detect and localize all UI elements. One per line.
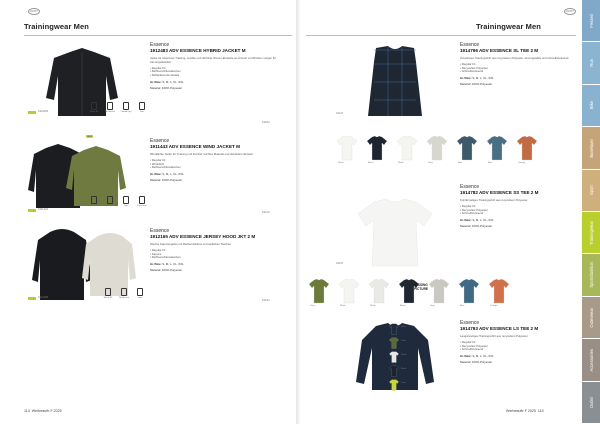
swatch-tee-icon [388,365,400,377]
color-swatch [516,135,542,167]
swatch-label: Blue [460,305,465,307]
product-info-1 [150,42,290,90]
color-chip [28,111,36,114]
tab-outlet[interactable] [582,382,600,423]
sizes-label: Gr./Size: [460,218,472,223]
wash-icon [88,102,100,113]
feature-item: • Recyceltes Polyester [460,209,578,213]
tab-label: Bike [588,101,594,110]
color-chip [28,297,36,300]
color-swatch [456,135,482,167]
product-desc: Jacke für intensives Training. Leichte und dehnbar Woven-Einsätze an Ärmeln und Rücken sorgen für Atmungsaktivität. [150,56,277,64]
new-badge: NEW [86,136,93,138]
swatch-label: Grey [430,305,435,307]
feature-item: • Recyceltes Polyester [460,67,578,71]
swatch-label: Black [368,162,374,164]
material: Material: 100% Polyester [460,82,493,87]
feature-list [460,205,578,216]
care-icons [88,196,148,207]
color-swatch [488,278,514,310]
feature-item: • Schnelltrocknend [460,212,578,216]
image-label: 19147 [336,262,344,265]
color-swatch [308,278,334,310]
no-bleach-icon-shape [121,288,127,296]
iron-icon-shape [139,102,145,110]
no-bleach-icon [104,102,116,113]
tab-sport[interactable] [582,170,600,211]
wash-icon-shape [105,288,111,296]
feature-list [150,249,290,260]
tab-sportsfashion[interactable] [582,254,600,295]
product-number: 19912 [262,120,270,124]
product-info-4 [460,42,578,87]
swatch-tee-icon [516,135,538,161]
sizes-label: Gr./Size: [150,172,162,177]
feature-item: • Regular Fit [150,159,290,163]
brand-badge: CRAFT [565,10,575,13]
feature-item: • Regular Fit [460,205,578,209]
product-number: 19121 [262,298,270,302]
sizes-label: Gr./Size: [460,76,472,81]
swatch-tee-icon [398,278,420,304]
footer-text: Werbeauftr F 2025 [31,409,62,413]
swatch-label: Blue [458,162,463,164]
tab-freizeit[interactable] [582,0,600,41]
tab-label: Trainingwear [588,220,594,245]
care-icons [102,288,146,299]
sizes [460,76,578,80]
iron-icon [134,288,146,299]
sizes-label: Gr./Size: [150,79,162,84]
material: Material: 100% Polyester [150,178,183,183]
swatch-tee-icon [388,379,400,391]
feature-list [460,63,578,74]
product-model: 1912483 ADV ESSENCE HYBRID JACKET M [150,48,246,53]
tab-baselayer[interactable] [582,127,600,168]
swatch-tee-icon [396,135,418,161]
sizes [150,262,290,266]
swatch-tee-icon [366,135,388,161]
swatch-label: Black [401,368,407,370]
tab-bike[interactable] [582,85,600,126]
no-bleach-icon [118,288,130,299]
color-swatches-sl-tee [336,135,542,167]
page-title: Trainingwear Men [476,22,541,31]
tumble-dry-icon-shape [123,102,129,110]
feature-item: • Winddicht [150,163,290,167]
sizes [460,354,578,358]
feature-list [150,159,290,170]
tab-label: Outlet [588,396,594,408]
divider [24,35,292,36]
wash-icon-shape [91,102,97,110]
swatch-label: White [401,354,407,356]
swatch-tee-icon [388,323,400,335]
care-label: No bleach [105,111,115,113]
swatch-tee-icon [388,351,400,363]
image-label: 19147 [336,112,344,115]
sizes-value: S, M, L, XL, XXL [162,262,184,267]
divider [306,35,576,36]
feature-item: • Reflektierende Details [150,74,290,78]
product-info-6 [460,320,578,365]
footer-text: Werbeauftr F 2025 [506,409,536,413]
sizes-label: Gr./Size: [150,262,162,267]
product-info-3 [150,228,290,273]
color-swatch [336,135,362,167]
swatch-label: Olive [310,305,315,307]
tee-image [336,196,454,270]
material: Material: 100% Polyester [460,360,493,365]
feature-item: • Regular Fit [460,341,578,345]
feature-item: • Regular Fit [150,249,290,253]
color-chip [28,209,36,212]
color-swatch [366,135,392,167]
product-brand: Essence [150,138,170,144]
tab-outerwear[interactable] [582,297,600,338]
page-number: 115 [537,409,544,413]
swatch-tee-icon [426,135,448,161]
feature-item: • Reißverschlusstaschen [150,256,290,260]
swatch-tee-icon [428,278,450,304]
swatch-tee-icon [458,278,480,304]
color-swatch [368,278,394,310]
swatch-tee-icon [456,135,478,161]
brand-badge: CRAFT [29,10,39,13]
missing-picture-label: MISSING PICTURE [414,283,428,291]
swatch-label: Olive [401,340,406,342]
color-swatch [396,135,422,167]
feature-list [460,341,578,352]
product-model: 1914796 ADV ESSENCE SL TEE 2 M [460,48,539,53]
sizes-value: S, M, L, XL, XXL [472,354,494,359]
tab-label: Sportsfashion [588,262,594,288]
product-desc: Ärmelloses Trainingsshirt aus recyceltem Polyester, atmungsaktiv und schnelltrocknend. [460,56,570,60]
sizes-value: S, M, L, XL, XXL [472,76,494,81]
product-info-5 [460,184,578,229]
swatch-label: White [398,162,404,164]
feature-item: • Regular Fit [150,67,290,71]
tab-trainingwear[interactable] [582,212,600,253]
dry-clean-icon [136,196,148,207]
care-label: No bleach [105,205,115,207]
swatch-label: Lime [401,382,406,384]
color-swatch [426,135,452,167]
color-swatch [486,135,512,167]
care-icons [88,102,148,113]
care-label: Wash 40 [89,205,99,207]
product-model: 1912165 ADV ESSENCE JERSEY HOOD JKT 2 M [150,234,256,239]
feature-list [150,67,290,78]
tumble-dry-icon [120,102,132,113]
tee-image [336,42,454,120]
color-swatch [388,378,410,390]
tab-label: Outerwear [588,307,594,328]
tab-label: Run [588,59,594,67]
swatch-label: Orange [490,305,498,307]
dry-clean-icon-shape [139,196,145,204]
image-label: 1912483 [38,110,49,113]
product-brand: Essence [150,42,170,48]
product-brand: Essence [150,228,170,234]
footer-right [506,409,544,413]
swatch-label: White [340,305,346,307]
swatch-tee-icon [338,278,360,304]
color-swatch [338,278,364,310]
care-label: No bleach [119,297,129,299]
care-label: Tumble dry [120,111,132,113]
color-swatch [388,322,410,334]
swatch-tee-icon [388,337,400,349]
feature-item: • Schnelltrocknend [460,348,578,352]
swatch-tee-icon [486,135,508,161]
product-model: 1914793 ADV ESSENCE LS TEE 2 M [460,326,539,331]
swatch-label: White [338,162,344,164]
tab-accessories[interactable] [582,339,600,380]
no-bleach-icon-shape [107,102,113,110]
color-swatch [388,336,410,348]
iron-icon [136,102,148,113]
product-desc: Winddichte Jacke für Training und Freizeit, leichtes Material und dehnbarer Einsatz. [150,152,254,156]
swatch-tee-icon [368,278,390,304]
iron-icon-shape [137,288,143,296]
product-image-ss-tee [336,196,454,270]
swatch-tee-icon [336,135,358,161]
tab-label: Baselayer [588,138,594,158]
page-number: 114 [24,409,30,413]
sizes-value: S, M, L, XL, XXL [472,218,494,223]
feature-item: • Recyceltes Polyester [460,345,578,349]
sizes-value: S, M, L, XL, XXL [162,79,184,84]
iron-icon-shape [123,196,129,204]
left-page [0,0,296,424]
color-swatch [388,350,410,362]
wash-icon [88,196,100,207]
product-model: 1911443 ADV ESSENCE WIND JACKET M [150,144,240,149]
feature-item: • Kapuze [150,253,290,257]
tab-run[interactable] [582,42,600,83]
color-swatches-ls-tee [388,322,410,390]
wash-icon [102,288,114,299]
product-desc: Kurzärmeliges Trainingsshirt aus recyceltem Polyester. [460,198,528,202]
care-label: Iron [140,111,144,113]
care-label: Wash 40 [89,111,99,113]
tab-label: Sport [588,185,594,196]
swatch-label: Black [400,305,406,307]
sizes-label: Gr./Size: [460,354,472,359]
care-label: Dry clean [137,205,147,207]
product-brand: Essence [460,184,480,190]
product-brand: Essence [460,42,480,48]
tab-label: Accessories [588,348,594,372]
feature-item: • Reißverschlusstaschen [150,166,290,170]
care-label: Wash 40 [103,297,113,299]
product-desc: Weiche Kapuzenjacke mit Reißverschluss und seitlichen Taschen. [150,242,232,246]
section-tabs [582,0,600,424]
no-bleach-icon [104,196,116,207]
swatch-label: Grey [428,162,433,164]
sizes [150,80,290,84]
product-desc: Langärmeliges Trainingsshirt aus recyceltem Polyester. [460,334,529,338]
image-label: 1912165 [38,296,49,299]
sizes-value: S, M, L, XL, XXL [162,172,184,177]
swatch-tee-icon [488,278,510,304]
feature-item: • Reißverschlusstaschen [150,70,290,74]
feature-item: • Regular Fit [460,63,578,67]
swatch-label: White [370,305,376,307]
color-swatch [458,278,484,310]
iron-icon [120,196,132,207]
product-brand: Essence [460,320,480,326]
material: Material: 100% Polyester [150,86,183,91]
swatch-tee-icon [308,278,330,304]
sizes [150,172,290,176]
swatch-label: Blue [488,162,493,164]
product-model: 1914782 ADV ESSENCE SS TEE 2 M [460,190,539,195]
care-label: Iron [138,297,142,299]
image-label: 1911443 [38,208,48,211]
swatch-label: Navy [401,326,406,328]
product-info-2 [150,138,290,183]
product-image-sl-tee [336,42,454,120]
no-bleach-icon-shape [107,196,113,204]
material: Material: 100% Polyester [460,224,493,229]
wash-icon-shape [91,196,97,204]
material: Material: 100% Polyester [150,268,183,273]
product-number: 19113 [262,210,270,214]
care-label: Iron [124,205,128,207]
footer-left [24,409,62,413]
page-title: Trainingwear Men [24,22,89,31]
color-swatch [388,364,410,376]
tab-label: Freizeit [588,13,594,28]
feature-item: • Schnelltrocknend [460,70,578,74]
swatch-label: Orange [518,162,526,164]
sizes [460,218,578,222]
right-page [300,0,582,424]
